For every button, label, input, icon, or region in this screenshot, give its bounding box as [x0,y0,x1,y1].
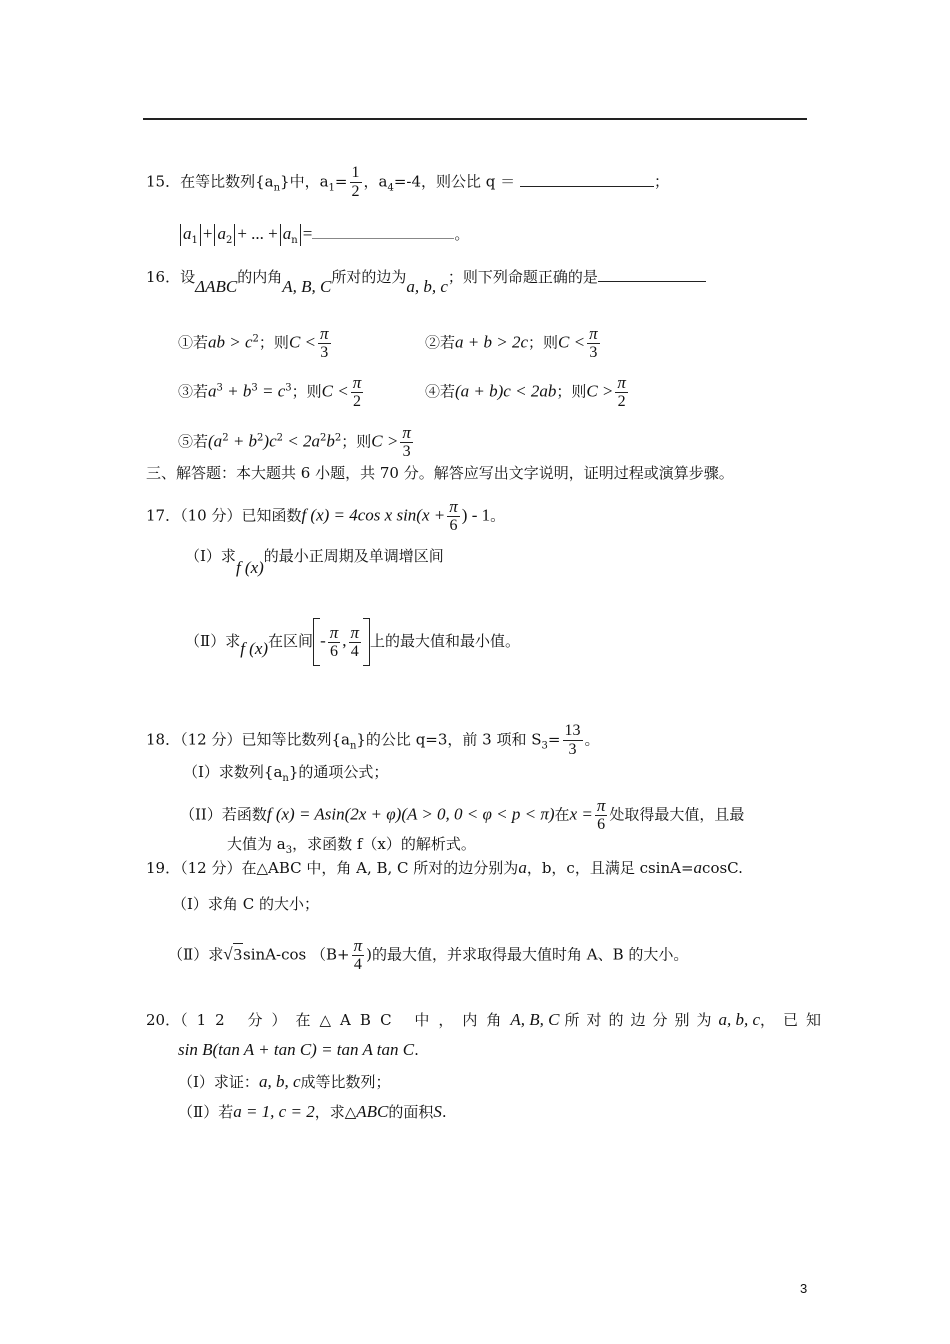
option-label: ①若 [178,333,209,352]
frac-den: 3 [320,344,329,361]
q15-sub: 2 [225,235,233,246]
option-cond: (a + b)c < 2ab [455,381,557,401]
part-text: ，求函数 f（x）的解析式。 [292,835,476,853]
abs-bar [280,224,281,246]
option-sup: 2 [276,432,284,444]
option-sup: 3 [285,382,292,394]
q19-stem [146,857,743,879]
part-func: x = [569,804,593,824]
q19-text: ，b，c，且满足 csinA= [526,859,694,877]
answer-blank[interactable] [598,267,706,282]
q15-sub: n [291,235,298,246]
q17-stem [146,498,505,535]
option-concl: C > [371,431,399,451]
interval-frac [328,624,341,661]
q18-text: 。 [584,730,600,749]
q15-sub: n [273,182,281,194]
frac-num: π [352,373,362,392]
q16-option-3 [178,374,365,411]
frac-den: 6 [597,816,606,833]
q15-text: ，a [363,172,388,191]
q16-option-4 [425,374,630,411]
q20-part2 [178,1101,447,1123]
math-op: , [342,631,347,650]
frac-num: π [353,936,363,955]
frac-num: π [617,373,626,392]
frac-num: π [329,622,339,642]
q17-text: （10 分）已知函数 [180,506,302,525]
option-cond: < 2a [283,431,320,451]
q18-sub: n [349,740,357,752]
frac-num: π [449,497,458,516]
abs-bar [180,224,181,246]
q17-text: 。 [490,506,506,525]
option-sup: 3 [251,382,258,394]
frac-den: 3 [589,344,598,361]
math-angles: A, B, C [510,1010,560,1029]
section-heading: 三、解答题：本大题共 6 小题，共 70 分。解答应写出文字说明，证明过程或演算步骤。 [146,464,734,482]
math-triangle: ΔABC [195,277,238,296]
part-text: （I）求数列{a [183,763,283,781]
q20-text: . [414,1041,419,1059]
part-func: f (x) [235,558,264,577]
option-cond: )c [263,431,277,451]
q15-sub: 4 [387,182,394,194]
frac-num: π [596,796,606,815]
answer-blank[interactable] [312,228,454,239]
part-func: f (x) [240,639,269,658]
option-text: ；则 [341,432,372,451]
header-rule [143,118,807,120]
q17-frac [447,498,460,535]
q18-frac [595,797,608,834]
sqrt-radicand: 3 [233,944,243,964]
q17-part1 [185,545,444,577]
frac-den: 6 [330,642,338,660]
option-cond: = c [257,381,286,401]
option-concl: C > [586,381,614,401]
math-op: - [320,631,326,650]
q15-text: 在等比数列{a [180,172,274,191]
q16-option-5 [178,424,415,461]
q15-text: }中，a [280,172,329,191]
part-label: （II）若函数 [180,805,267,824]
part-label: （Ⅰ）求 [185,547,236,565]
option-cond: a + b > 2c [455,332,529,352]
option-sup: 2 [252,333,259,345]
q19-frac [352,937,365,974]
part-label: （Ⅰ）求证： [178,1073,259,1091]
math-triangle: ABC [356,1102,389,1121]
q17-func: ) - 1 [461,505,491,525]
q15-line1 [146,164,669,201]
part-text: }的通项公式； [288,763,389,781]
q20-text: 所对的边分别为 [564,1011,719,1029]
bracket-left [313,618,320,666]
part-text: 在区间 [268,632,314,650]
answer-blank[interactable] [520,172,654,187]
abs-bar [300,224,301,246]
math-op: = [302,224,313,243]
frac-num: π [589,324,598,343]
abs-bar [200,224,201,246]
q20-text: （12 分）在△ABC 中，内角 [180,1011,511,1029]
option-label: ②若 [425,333,456,352]
math-a: a [518,858,527,877]
q18-text: }的公比 q=3，前 3 项和 S [356,730,542,749]
q15-sub: 1 [328,182,335,194]
q19-text: （12 分）在△ABC 中，角 A, B, C 所对的边分别为 [180,859,519,877]
frac-num: 1 [351,164,360,181]
option-sup: 2 [334,432,342,444]
option-sup: 2 [222,432,229,444]
q16-number: 16． [146,268,181,286]
abs-bar [234,224,235,246]
q17-part2 [185,618,520,666]
math-a: a [183,224,192,243]
abs-bar [214,224,215,246]
option-label: ④若 [425,382,456,401]
q16-text: 设 [180,268,196,286]
part-text: 上的最大值和最小值。 [370,632,521,650]
part-text: 成等比数列； [300,1073,391,1091]
option-sup: 3 [216,382,223,394]
part-text: 在 [554,805,570,824]
option-cond: a [208,381,217,401]
q15-text: = [334,172,348,191]
part-text: )的最大值，并求取得最大值时角 A、B 的大小。 [366,945,689,964]
frac-num: π [350,622,360,642]
part-text: 的面积 [388,1103,434,1121]
frac-num: π [402,423,411,442]
q20-text: ，已知 [760,1011,830,1029]
q20-equation: sin B(tan A + tan C) = tan A tan C [178,1040,415,1059]
q20-part1 [178,1071,391,1093]
option-text: ；则 [291,382,322,401]
option-cond: b [326,431,335,451]
math-a: a [693,858,703,877]
q16-text: 所对的边为 [331,268,407,286]
q17-func: f (x) = 4cos x sin(x + [301,505,446,525]
q15-line2: $a_1 + a_2$ + ... + $a_n$ = 。 [178,223,469,252]
part-label: （Ⅱ）若 [178,1103,234,1121]
option-label: ⑤若 [178,432,209,451]
frac-den: 4 [353,956,362,973]
option-text: ；则 [556,382,587,401]
option-concl: C < [558,332,586,352]
q18-sub: n [282,773,289,784]
option-sup: 2 [257,432,264,444]
part-text: 处取得最大值，且最 [609,805,745,824]
frac-den: 4 [350,642,359,660]
frac-den: 6 [449,517,458,534]
q20-number: 20． [146,1011,181,1029]
interval-frac [349,624,362,661]
q16-stem [146,266,706,296]
math-op: + [202,224,213,243]
part-text: ，求△ [314,1103,357,1121]
bracket-right [363,618,370,666]
part-text: 大值为 a [227,835,286,853]
frac-num: 13 [564,722,581,739]
q18-part1 [183,761,388,790]
math-sides: a, b, c [258,1072,301,1091]
q15-text: 。 [454,225,470,243]
q18-stem [146,722,600,759]
frac-den: 2 [617,393,626,410]
option-label: ③若 [178,382,209,401]
frac-num: π [320,324,329,343]
q19-text: cosC. [702,859,743,877]
option-cond: + b [228,431,258,451]
math-s: S [433,1102,442,1121]
part-cond: a = 1, c = 2 [233,1102,315,1121]
q17-number: 17． [146,506,181,525]
q18-frac [563,722,583,759]
option-frac [587,325,600,362]
math-sides: a, b, c [406,277,448,296]
part-text: sinA-cos （B+ [243,945,350,964]
q20-condition [178,1039,419,1061]
part-text: 的最小正周期及单调增区间 [263,547,444,565]
frac-den: 3 [402,443,411,460]
math-angles: A, B, C [282,277,332,296]
option-frac [318,325,331,362]
option-frac [615,374,628,411]
option-text: ；则 [258,333,289,352]
q16-text: ；则下列命题正确的是 [447,268,598,286]
option-text: ；则 [528,333,559,352]
q16-option-2 [425,325,602,362]
q18-number: 18． [146,730,181,749]
part-text: . [441,1103,447,1121]
q18-sub: 3 [541,740,548,752]
q16-option-1 [178,325,333,362]
math-sides: a, b, c [718,1010,761,1029]
q18-text: = [547,730,561,749]
part-label: （Ⅱ）求 [185,632,241,650]
option-cond: + b [222,381,252,401]
option-sup: 2 [320,432,327,444]
math-op: + ... + [237,224,278,243]
sqrt-sign: √ [223,944,233,964]
q18-text: （12 分）已知等比数列{a [180,730,350,749]
q15-text: ； [653,172,669,191]
frac-den: 2 [353,393,361,410]
option-cond: ab > c [208,332,253,352]
part-label: （Ⅱ）求 [168,945,224,964]
part-func: f (x) = Asin(2x + φ)(A > 0, 0 < φ < p < π) [266,804,555,824]
q15-sub: 1 [191,235,198,246]
option-cond: (a [208,431,223,451]
page-number: 3 [800,1281,808,1296]
option-concl: C < [288,332,316,352]
q19-part2 [168,937,688,974]
q18-part2 [180,797,744,834]
option-concl: C < [321,381,349,401]
q16-text: 的内角 [237,268,283,286]
option-frac [400,424,413,461]
q20-stem [146,1009,829,1031]
q15-fraction [350,164,362,201]
q15-number: 15． [146,172,181,191]
q15-text: =-4，则公比 q ＝ [393,172,516,191]
q18-sub: 3 [285,845,293,856]
frac-den: 2 [351,183,360,200]
q19-part1: （Ⅰ）求角 C 的大小； [172,895,319,913]
q19-number: 19． [146,859,181,877]
frac-den: 3 [568,741,577,758]
option-frac [351,374,364,411]
